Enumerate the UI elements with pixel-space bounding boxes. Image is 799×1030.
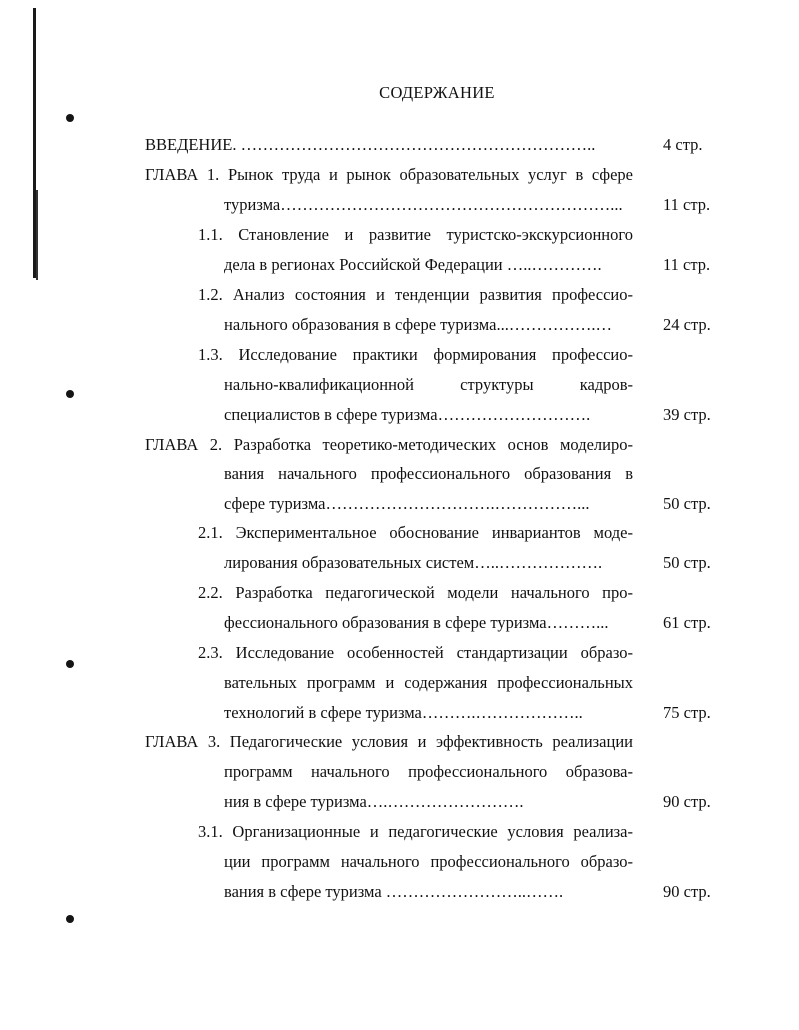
toc-page-number: 11 стр. — [663, 195, 711, 214]
toc-entry-line: сфере туризма………………………….……………... — [224, 494, 590, 513]
toc-entry-line: технологий в сфере туризма……….……………….. — [224, 703, 583, 722]
scan-speck — [66, 660, 74, 668]
toc-page-number: 90 стр. — [663, 792, 711, 811]
toc-entry-line: ции программ начального профессионального образо- — [224, 852, 633, 871]
toc-entry-line: программ начального профессионального образова- — [224, 762, 633, 781]
toc-entry-line: 1.2. Анализ состояния и тенденции развития профессио- — [198, 285, 633, 304]
scan-margin-line-secondary — [36, 190, 38, 280]
toc-entry-line: 1.3. Исследование практики формирования профессио- — [198, 345, 633, 364]
toc-entry-line: ГЛАВА 2. Разработка теоретико-методических основ моделиро- — [145, 435, 633, 454]
toc-page-number: 75 стр. — [663, 703, 711, 722]
toc-page-number: 24 стр. — [663, 315, 711, 334]
toc-page-number: 11 стр. — [663, 255, 711, 274]
toc-entry-line: вательных программ и содержания профессиональных — [224, 673, 633, 692]
toc-page-number: 90 стр. — [663, 882, 711, 901]
toc-entry-line: нально-квалификационной структуры кадров- — [224, 375, 633, 394]
toc-entry-line: 2.3. Исследование особенностей стандартизации образо- — [198, 643, 633, 662]
toc-entry-line: 1.1. Становление и развитие туристско-экскурсионного — [198, 225, 633, 244]
toc-entry-line: специалистов в сфере туризма………………………. — [224, 405, 591, 424]
toc-entry-line: ВВЕДЕНИЕ. ……………………………………………………….. — [145, 135, 596, 154]
scan-speck — [66, 915, 74, 923]
toc-entry-line: вания в сфере туризма ……………………..……. — [224, 882, 564, 901]
toc-entry-line: нального образования в сфере туризма...…………….… — [224, 315, 612, 334]
toc-page-number: 39 стр. — [663, 405, 711, 424]
toc-entry-line: 2.1. Экспериментальное обоснование инвариантов моде- — [198, 523, 633, 542]
scan-speck — [66, 114, 74, 122]
toc-entry-line: фессионального образования в сфере туризма………... — [224, 613, 609, 632]
toc-entry-line: вания начального профессионального образования в — [224, 464, 633, 483]
scan-speck — [66, 390, 74, 398]
toc-entry-line: 3.1. Организационные и педагогические условия реализа- — [198, 822, 633, 841]
toc-entry-line: ния в сфере туризма….……………………. — [224, 792, 524, 811]
toc-entry-line: 2.2. Разработка педагогической модели начального про- — [198, 583, 633, 602]
toc-entry-line: лирования образовательных систем…..………………. — [224, 553, 603, 572]
toc-page-number: 4 стр. — [663, 135, 703, 154]
toc-entry-line: дела в регионах Российской Федерации …..…………. — [224, 255, 602, 274]
toc-entry-line: ГЛАВА 1. Рынок труда и рынок образовательных услуг в сфере — [145, 165, 633, 184]
page-title: СОДЕРЖАНИЕ — [379, 83, 495, 102]
toc-entry-line: ГЛАВА 3. Педагогические условия и эффективность реализации — [145, 732, 633, 751]
toc-page-number: 50 стр. — [663, 553, 711, 572]
toc-page-number: 61 стр. — [663, 613, 711, 632]
toc-page-number: 50 стр. — [663, 494, 711, 513]
toc-entry-line: туризма……………………………………………………... — [224, 195, 623, 214]
